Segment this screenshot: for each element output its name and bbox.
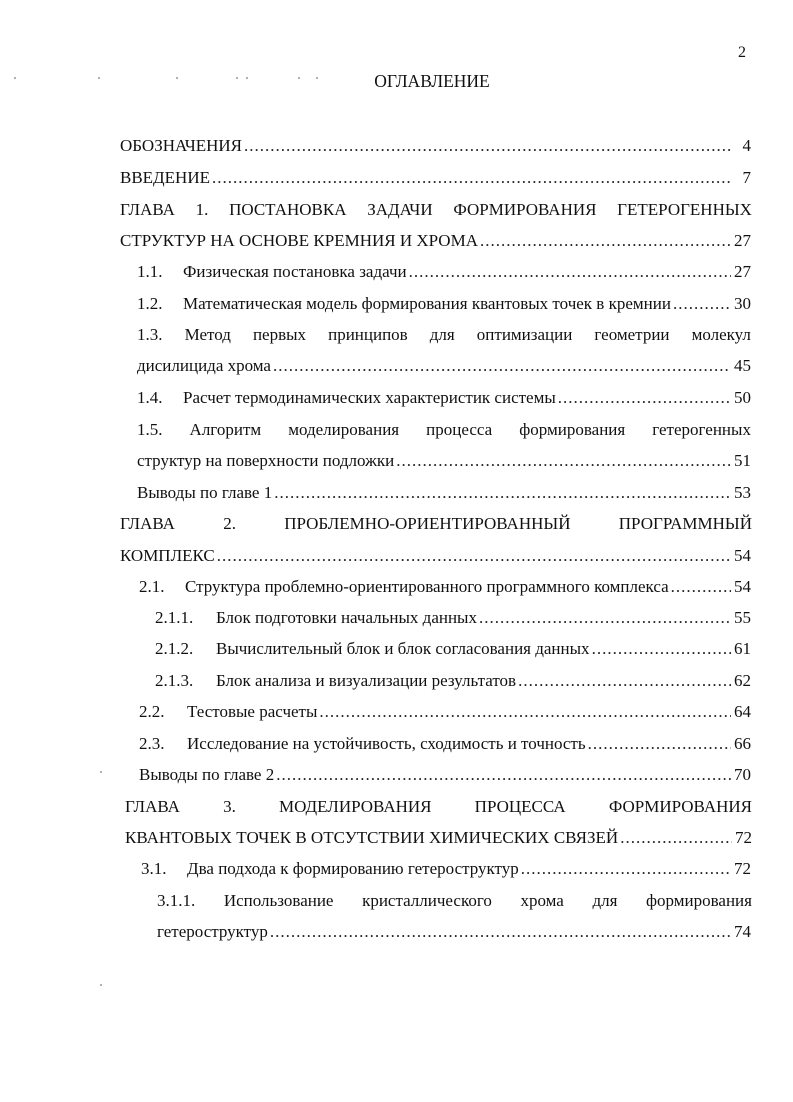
word: хрома	[520, 891, 564, 910]
toc-page-number: 27	[734, 262, 751, 281]
word: геометрии	[594, 325, 670, 344]
word: гетерогенных	[652, 420, 751, 439]
toc-entry-text: КОМПЛЕКС	[120, 546, 215, 565]
toc-section-3-1	[141, 857, 751, 881]
word: для	[592, 891, 618, 910]
leader-dots	[409, 260, 731, 284]
toc-section-1-1	[137, 260, 751, 284]
leader-dots	[673, 292, 731, 316]
word: ПРОБЛЕМНО-ОРИЕНТИРОВАННЫЙ	[284, 514, 571, 533]
leader-dots	[270, 920, 731, 944]
toc-entry-text: ВВЕДЕНИЕ	[120, 168, 210, 187]
toc-section-2-3	[139, 732, 751, 756]
toc-page-number: 7	[742, 168, 751, 187]
toc-entry-text: Выводы по главе 1	[137, 483, 273, 502]
word: ГЕТЕРОГЕННЫХ	[617, 200, 752, 219]
toc-entry-oboznacheniya	[120, 134, 751, 158]
toc-section-number: 2.1.	[139, 577, 165, 596]
toc-section-number: 2.1.1.	[155, 608, 194, 627]
leader-dots	[588, 732, 731, 756]
toc-section-1-5-line1	[137, 418, 751, 442]
word: Метод	[184, 325, 231, 344]
leader-dots	[620, 826, 732, 850]
leader-dots	[518, 669, 731, 693]
toc-entry-text: гетероструктур	[157, 922, 268, 941]
page-title: ОГЛАВЛЕНИЕ	[374, 71, 490, 91]
word: ПРОГРАММНЫЙ	[618, 514, 752, 533]
word: для	[429, 325, 455, 344]
word: ПОСТАНОВКА	[229, 200, 347, 219]
toc-chapter-3-line2	[125, 826, 752, 850]
toc-entry-text: Вычислительный блок и блок согласования данных	[216, 639, 590, 658]
toc-page-number: 62	[734, 671, 751, 690]
leader-dots	[592, 637, 731, 661]
toc-section-2-1	[139, 575, 751, 599]
word: формирования	[646, 891, 752, 910]
word: 3.	[223, 797, 236, 816]
toc-chapter-1-line1	[120, 198, 752, 222]
word: ФОРМИРОВАНИЯ	[453, 200, 597, 219]
leader-dots	[273, 354, 731, 378]
toc-page-number: 66	[734, 734, 751, 753]
toc-subsection-2-1-1	[155, 606, 751, 630]
toc-page-number: 70	[734, 765, 751, 784]
toc-entry-text: ОБОЗНАЧЕНИЯ	[120, 136, 243, 155]
toc-entry-text: Выводы по главе 2	[139, 765, 275, 784]
toc-page-number: 45	[734, 356, 751, 375]
toc-page-number: 4	[742, 136, 751, 155]
leader-dots	[521, 857, 731, 881]
toc-page-number: 53	[734, 483, 751, 502]
toc-section-number: 3.1.	[141, 859, 167, 878]
toc-section-1-3-line1	[137, 323, 751, 347]
toc-chapter-2-line2	[120, 544, 751, 568]
toc-section-number: 2.3.	[139, 734, 165, 753]
word: 1.	[195, 200, 209, 219]
toc-section-1-4	[137, 386, 751, 410]
word: 3.1.1.	[157, 891, 196, 910]
word: 1.5.	[137, 420, 163, 439]
word: Использование	[223, 891, 334, 910]
toc-entry-text: Блок анализа и визуализации результатов	[216, 671, 517, 690]
toc-entry-text: Математическая модель формирования квантовых точек в кремнии	[183, 294, 671, 313]
toc-page-number: 72	[735, 828, 752, 847]
word: ПРОЦЕССА	[474, 797, 566, 816]
toc-chapter-1-line2	[120, 229, 751, 253]
toc-subsection-3-1-1-line2	[157, 920, 751, 944]
toc-entry-text: Структура проблемно-ориентированного программного комплекса	[185, 577, 669, 596]
word: первых	[252, 325, 307, 344]
leader-dots	[217, 544, 731, 568]
toc-section-number: 2.1.3.	[155, 671, 194, 690]
word: ФОРМИРОВАНИЯ	[608, 797, 752, 816]
page-number: 2	[738, 44, 746, 61]
word: процесса	[426, 420, 493, 439]
toc-page-number: 51	[734, 451, 751, 470]
toc-conclusions-1	[137, 481, 751, 505]
toc-entry-text: Два подхода к формированию гетероструктур	[187, 859, 519, 878]
toc-section-1-3-line2	[137, 354, 751, 378]
word: формирования	[519, 420, 626, 439]
leader-dots	[396, 449, 731, 473]
toc-chapter-2-line1	[120, 512, 752, 536]
toc-entry-text: Физическая постановка задачи	[183, 262, 407, 281]
toc-subsection-2-1-2	[155, 637, 751, 661]
toc-entry-text: Тестовые расчеты	[187, 702, 318, 721]
toc-page-number: 72	[734, 859, 751, 878]
toc-subsection-3-1-1-line1	[157, 889, 752, 913]
toc-chapter-3-line1	[125, 795, 752, 819]
word: ЗАДАЧИ	[367, 200, 433, 219]
toc-section-2-2	[139, 700, 751, 724]
toc-section-number: 1.1.	[137, 262, 163, 281]
toc-page-number: 54	[734, 546, 751, 565]
toc-entry-vvedenie	[120, 166, 751, 190]
toc-subsection-2-1-3	[155, 669, 751, 693]
toc-entry-text: Расчет термодинамических характеристик системы	[183, 388, 556, 407]
toc-page-number: 50	[734, 388, 751, 407]
word: ГЛАВА	[125, 797, 180, 816]
toc-page-number: 64	[734, 702, 751, 721]
toc-page-number: 30	[734, 294, 751, 313]
toc-entry-text: дисилицида хрома	[137, 356, 271, 375]
leader-dots	[244, 134, 731, 158]
toc-entry-text: СТРУКТУР НА ОСНОВЕ КРЕМНИЯ И ХРОМА	[120, 231, 478, 250]
leader-dots	[212, 166, 731, 190]
word: Алгоритм	[189, 420, 262, 439]
toc-section-number: 1.4.	[137, 388, 163, 407]
leader-dots	[319, 700, 731, 724]
toc-entry-text: структур на поверхности подложки	[137, 451, 395, 470]
word: ГЛАВА	[120, 200, 175, 219]
toc-section-number: 2.2.	[139, 702, 165, 721]
scan-speck	[100, 984, 102, 986]
toc-page-number: 54	[734, 577, 751, 596]
toc-section-number: 2.1.2.	[155, 639, 194, 658]
word: МОДЕЛИРОВАНИЯ	[279, 797, 432, 816]
leader-dots	[480, 229, 731, 253]
toc-page-number: 74	[734, 922, 751, 941]
toc-entry-text: КВАНТОВЫХ ТОЧЕК В ОТСУТСТВИИ ХИМИЧЕСКИХ СВЯЗЕЙ	[125, 828, 619, 847]
scan-speck	[100, 771, 102, 773]
toc-entry-text: Исследование на устойчивость, сходимость и точность	[187, 734, 586, 753]
word: ГЛАВА	[120, 514, 175, 533]
toc-page-number: 55	[734, 608, 751, 627]
toc-page-number: 27	[734, 231, 751, 250]
leader-dots	[671, 575, 731, 599]
word: 2.	[223, 514, 236, 533]
leader-dots	[274, 481, 731, 505]
toc-section-number: 1.2.	[137, 294, 163, 313]
leader-dots	[558, 386, 731, 410]
toc-page-number: 61	[734, 639, 751, 658]
leader-dots	[276, 763, 731, 787]
toc-entry-text: Блок подготовки начальных данных	[216, 608, 477, 627]
toc-section-1-2	[137, 292, 751, 316]
word: моделирования	[288, 420, 400, 439]
leader-dots	[479, 606, 731, 630]
word: оптимизации	[476, 325, 573, 344]
word: кристаллического	[362, 891, 492, 910]
toc-section-1-5-line2	[137, 449, 751, 473]
toc-conclusions-2	[139, 763, 751, 787]
word: 1.3.	[137, 325, 163, 344]
word: принципов	[328, 325, 408, 344]
word: молекул	[691, 325, 751, 344]
